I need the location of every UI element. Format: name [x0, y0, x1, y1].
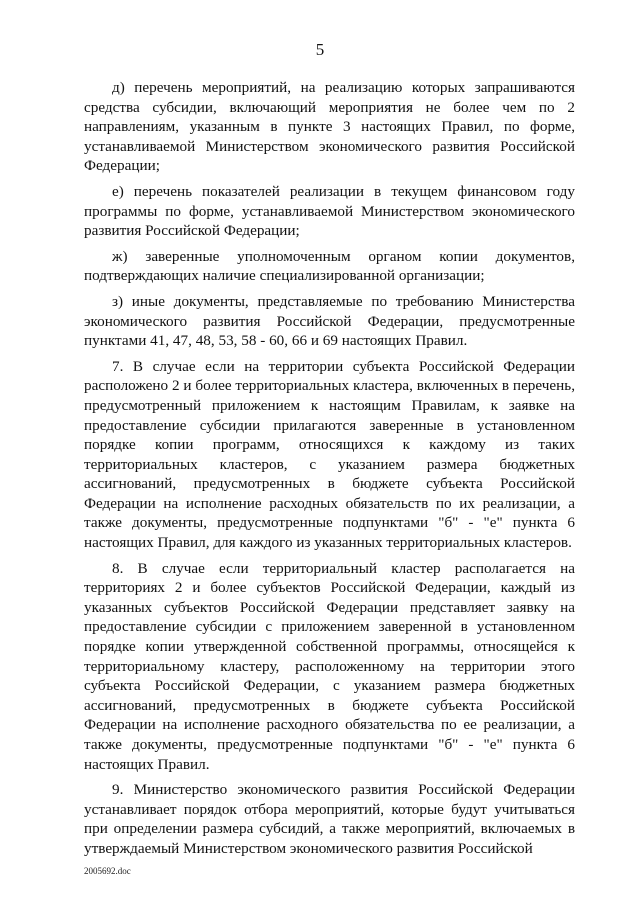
file-name-footer: 2005692.doc [84, 866, 131, 876]
paragraph-9: 9. Министерство экономического развития Российской Федерации устанавливает порядок отбора мероприятий, которые будут учитываться при определении размера субсидий, а также мероприятий, включаемых в утверждаемый Министерством экономического развития Российской [84, 781, 575, 857]
page-number: 5 [315, 40, 325, 59]
paragraph-z: з) иные документы, представляемые по требованию Министерства экономического развития Российской Федерации, предусмотренные пунктами 41, 47, 48, 53, 58 - 60, 66 и 69 настоящих Правил. [84, 292, 575, 350]
paragraph-zh: ж) заверенные уполномоченным органом копии документов, подтверждающих наличие специализированной организации; [84, 247, 575, 285]
paragraph-d: д) перечень мероприятий, на реализацию которых запрашиваются средства субсидии, включающий мероприятия не более чем по 2 направлениям, указанным в пункте 3 настоящих Правил, по форме, устанавливаемой Министерством экономического развития Российской Федерации; [84, 79, 575, 175]
paragraph-e: е) перечень показателей реализации в текущем финансовом году программы по форме, устанавливаемой Министерством экономического развития Российской Федерации; [84, 182, 575, 240]
paragraph-7: 7. В случае если на территории субъекта Российской Федерации расположено 2 и более территориальных кластера, включенных в перечень, предусмотренный приложением к настоящим Правилам, к заявке на предоставление субсидии прилагаются заверенные в установленном порядке копии программ, относящихся к каждому из таких территориальных кластеров, с указанием размера бюджетных ассигнований, предусмотренных в бюджете субъекта Российской Федерации на исполнение расходных обязательств по их реализации, а также документы, предусмотренные подпунктами "б" - "е" пункта 6 настоящих Правил, для каждого из указанных территориальных кластеров. [84, 357, 575, 552]
paragraph-8: 8. В случае если территориальный кластер располагается на территориях 2 и более субъектов Российской Федерации, каждый из указанных субъектов Российской Федерации представляет заявку на предоставление субсидии с приложением заверенной в установленном порядке копии утвержденной собственной программы, относящейся к территориальному кластеру, расположенному на территории этого субъекта Российской Федерации, с указанием размера бюджетных ассигнований, предусмотренных в бюджете субъекта Российской Федерации на исполнение расходного обязательства по ее реализации, а также документы, предусмотренные подпунктами "б" - "е" пункта 6 настоящих Правил. [84, 559, 575, 773]
document-body [84, 78, 575, 865]
